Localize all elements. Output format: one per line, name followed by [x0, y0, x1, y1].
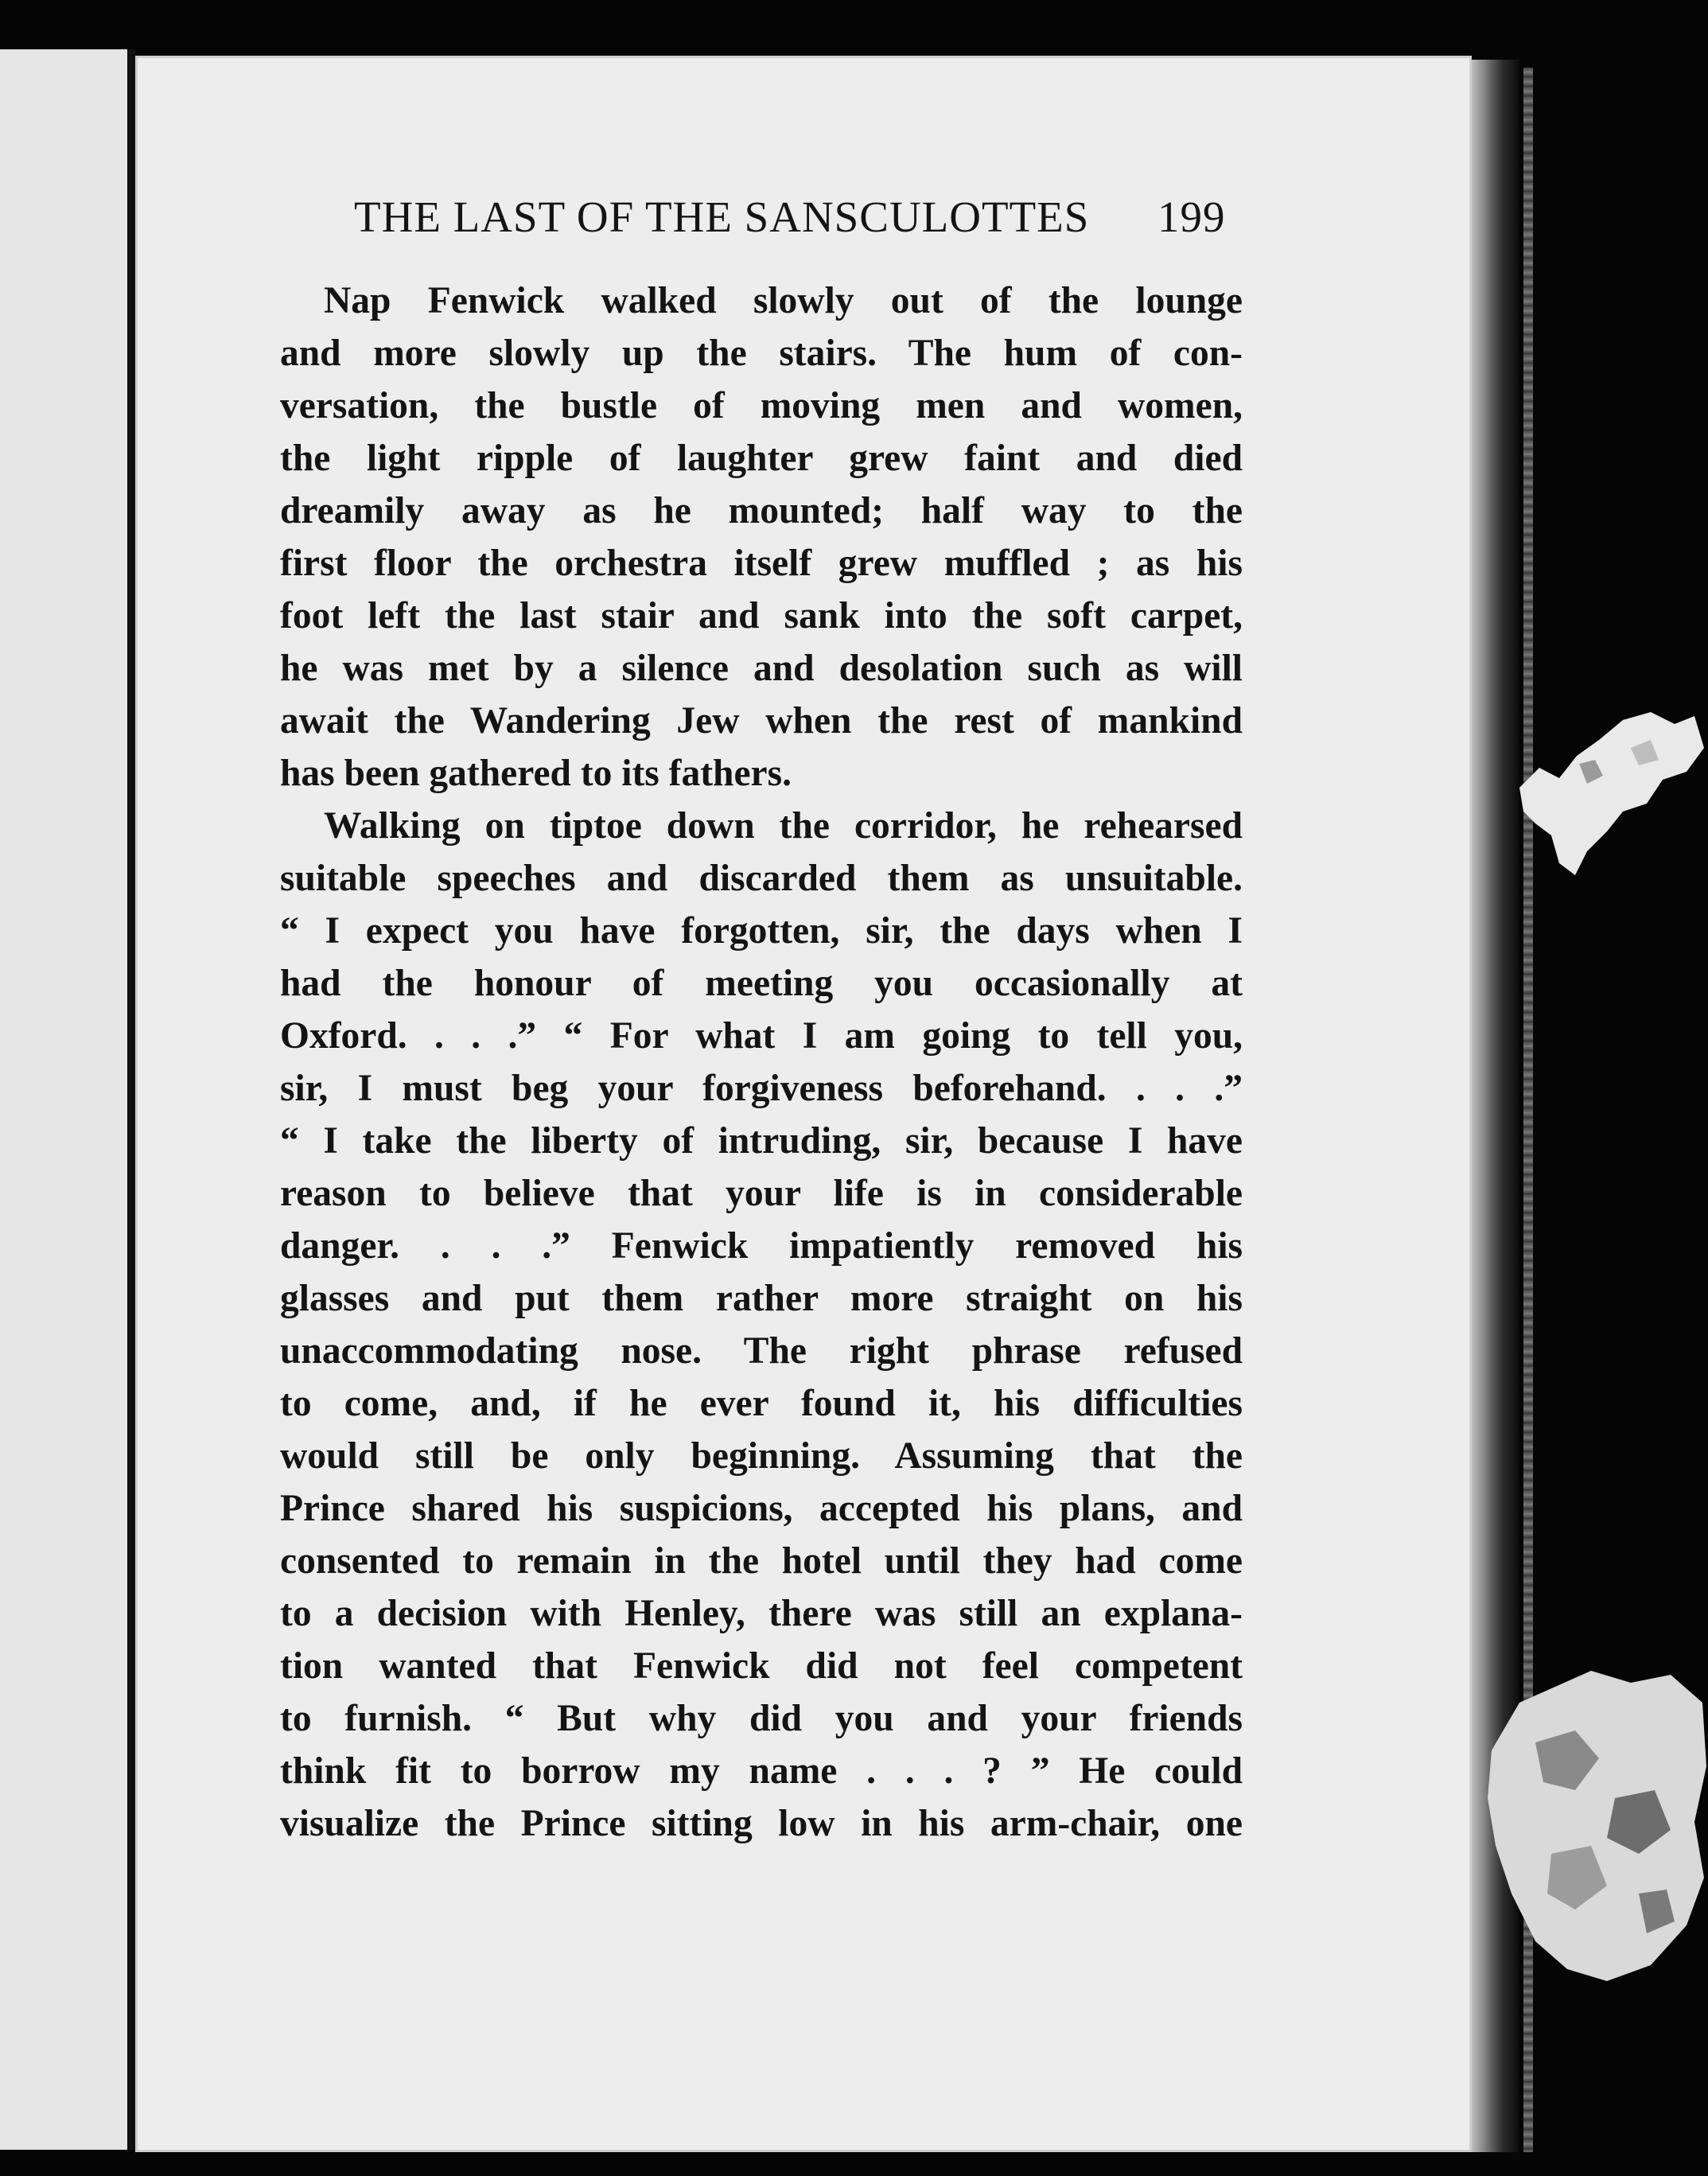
text-line: consented to remain in the hotel until they had come [280, 1540, 1243, 1582]
page-number: 199 [1157, 193, 1226, 241]
text-line: glasses and put them rather more straight on his [280, 1278, 1243, 1319]
text-line: and more slowly up the stairs. The hum of con- [280, 333, 1243, 374]
text-line: foot left the last stair and sank into the soft carpet, [280, 595, 1243, 636]
torn-paper-fragment-upper [1504, 692, 1708, 883]
text-line: dreamily away as he mounted; half way to the [280, 490, 1243, 531]
text-line: await the Wandering Jew when the rest of mankind [280, 700, 1243, 742]
text-line: suitable speeches and discarded them as unsuitable. [280, 858, 1243, 899]
text-line: reason to believe that your life is in considerable [280, 1173, 1243, 1214]
text-line: would still be only beginning. Assuming that the [280, 1435, 1243, 1477]
text-line: Nap Fenwick walked slowly out of the lounge [324, 280, 1243, 321]
text-line: visualize the Prince sitting low in his arm-chair, one [280, 1803, 1243, 1844]
text-line: versation, the bustle of moving men and women, [280, 385, 1243, 426]
body-text [280, 274, 1243, 1850]
text-line: unaccommodating nose. The right phrase refused [280, 1330, 1243, 1372]
text-line: the light ripple of laughter grew faint and died [280, 438, 1243, 479]
text-line: first floor the orchestra itself grew muffled ; as his [280, 543, 1243, 584]
text-line: think fit to borrow my name . . . ? ” He could [280, 1750, 1243, 1792]
text-line: he was met by a silence and desolation such as will [280, 648, 1243, 689]
running-title: THE LAST OF THE SANSCULOTTES [354, 193, 1090, 241]
text-line: to a decision with Henley, there was still an explana- [280, 1593, 1243, 1634]
text-line: to furnish. “ But why did you and your friends [280, 1698, 1243, 1739]
torn-paper-fragment-lower [1480, 1655, 1708, 1989]
text-line: Prince shared his suspicions, accepted his plans, and [280, 1488, 1243, 1529]
paragraph [280, 800, 1243, 1850]
text-line: sir, I must beg your forgiveness beforehand. . . .” [280, 1068, 1243, 1109]
text-line: danger. . . .” Fenwick impatiently removed his [280, 1225, 1243, 1267]
text-line: Walking on tiptoe down the corridor, he rehearsed [324, 805, 1243, 847]
text-line: to come, and, if he ever found it, his difficulties [280, 1383, 1243, 1424]
text-line: “ I take the liberty of intruding, sir, because I have [280, 1120, 1243, 1162]
paragraph [280, 274, 1243, 800]
page-header [354, 192, 1229, 255]
text-line: Oxford. . . .” “ For what I am going to tell you, [280, 1015, 1243, 1057]
facing-page-edge [0, 49, 135, 2150]
text-line: “ I expect you have forgotten, sir, the days when I [280, 910, 1243, 952]
text-line: tion wanted that Fenwick did not feel competent [280, 1645, 1243, 1687]
text-line: had the honour of meeting you occasionally at [280, 963, 1243, 1004]
text-line: has been gathered to its fathers. [280, 753, 792, 794]
